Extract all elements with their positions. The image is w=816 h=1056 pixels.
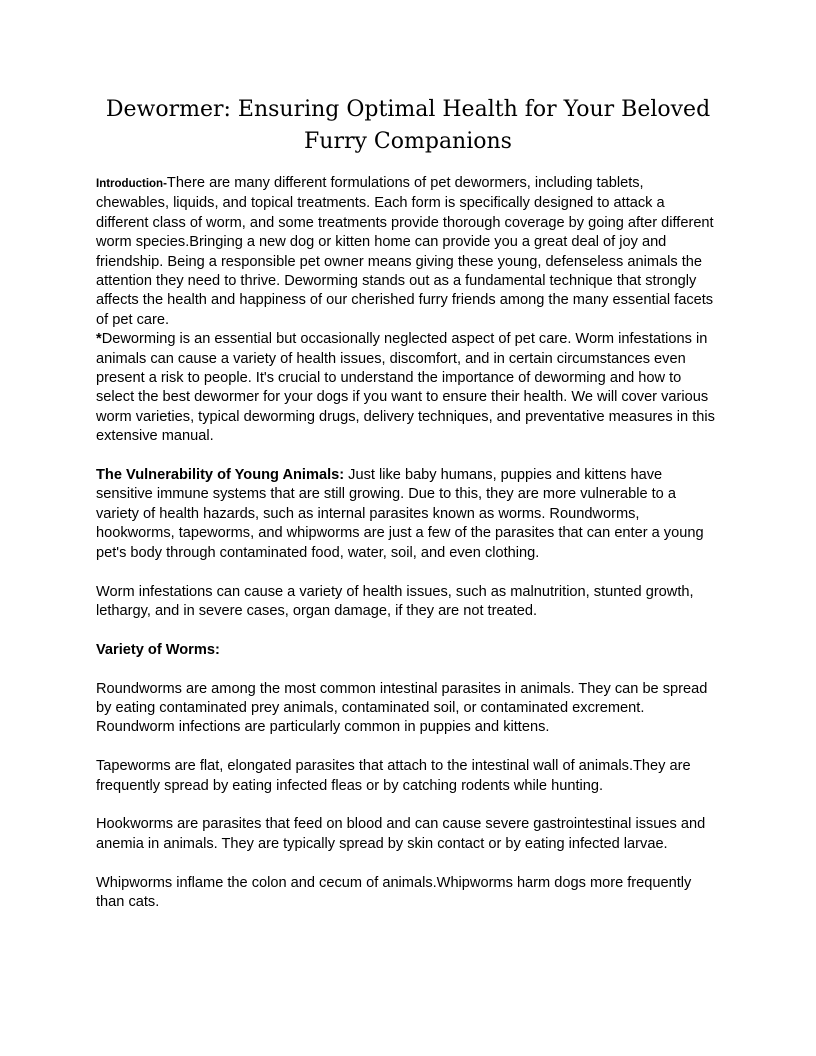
document-page (96, 94, 720, 912)
tapeworms-paragraph: Tapeworms are flat, elongated parasites that attach to the intestinal wall of animals.They are frequently spread by eating infected fleas or by catching rodents while hunting. (96, 758, 691, 794)
intro-text: There are many different formulations of pet dewormers, including tablets, chewables, liquids, and topical treatments. Each form is specifically designed to attack a different class of worm, and some treatments provide thorough coverage by going after different worm species.Bringing a new dog or kitten home can provide you a great deal of joy and friendship. Being a responsible pet owner means giving these young, defenseless animals the attention they need to thrive. Deworming stands out as a fundamental technique that strongly affects the health and happiness of our cherished furry friends among the many essential facets of pet care. (96, 175, 714, 328)
intro-paragraph (96, 174, 720, 330)
note-text: Deworming is an essential but occasionally neglected aspect of pet care. Worm infestations in animals can cause a variety of health issues, discomfort, and in certain circumstances even present a risk to people. It's crucial to understand the importance of deworming and how to select the best dewormer for your dogs if you want to ensure their health. We will cover various worm varieties, typical deworming drugs, delivery techniques, and preventative measures in this extensive manual. (96, 331, 715, 445)
note-marker: * (96, 331, 102, 348)
vulnerability-heading: The Vulnerability of Young Animals: (96, 467, 345, 484)
document-title: Dewormer: Ensuring Optimal Health for Your Beloved Furry Companions (105, 97, 711, 154)
variety-heading: Variety of Worms: (96, 641, 220, 658)
note-paragraph (96, 330, 720, 446)
vulnerability-paragraph (96, 466, 720, 563)
hookworms-paragraph: Hookworms are parasites that feed on blood and can cause severe gastrointestinal issues and anemia in animals. They are typically spread by skin contact or by eating infected larvae. (96, 816, 706, 852)
roundworms-paragraph: Roundworms are among the most common intestinal parasites in animals. They can be spread by eating contaminated prey animals, contaminated soil, or contaminated excrement. Roundworm infections are particularly common in puppies and kittens. (96, 680, 708, 736)
infestations-paragraph: Worm infestations can cause a variety of health issues, such as malnutrition, stunted growth, lethargy, and in severe cases, organ damage, if they are not treated. (96, 583, 694, 619)
vulnerability-text: Just like baby humans, puppies and kittens have sensitive immune systems that are still growing. Due to this, they are more vulnerable to a variety of health hazards, such as internal parasites known as worms. Roundworms, hookworms, tapeworms, and whipworms are just a few of the parasites that can enter a young pet's body through contaminated food, water, soil, and even clothing. (96, 467, 704, 561)
intro-label: Introduction- (96, 178, 167, 190)
whipworms-paragraph: Whipworms inflame the colon and cecum of animals.Whipworms harm dogs more frequently than cats. (96, 874, 692, 910)
